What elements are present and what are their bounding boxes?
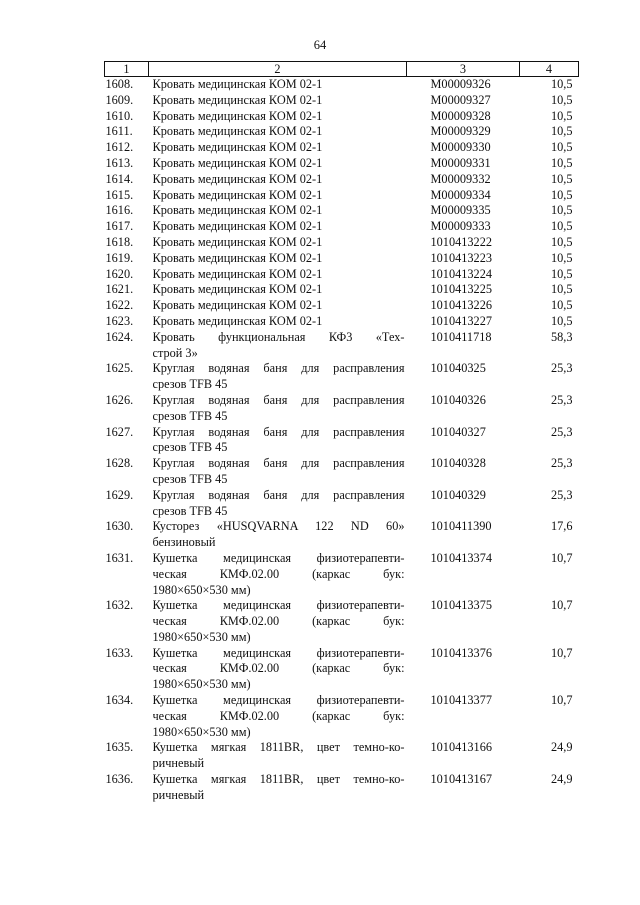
- table-row: [105, 646, 579, 693]
- item-name: [149, 77, 407, 93]
- inventory-code: 101040328: [430, 456, 486, 471]
- item-name-line: Кровать медицинская КОМ 02-1: [152, 219, 323, 234]
- item-name-line: срезов TFB 45: [152, 408, 228, 423]
- item-name-line: Кровать медицинская КОМ 02-1: [152, 203, 323, 218]
- item-value: 25,3: [550, 424, 573, 439]
- row-number: 1625.: [105, 361, 134, 376]
- inventory-code: M00009332: [430, 171, 491, 186]
- row-number: 1610.: [105, 108, 134, 123]
- table-row: [105, 693, 579, 740]
- item-name: [149, 488, 407, 520]
- table-row: [105, 361, 579, 393]
- item-name: [149, 693, 407, 740]
- item-name-line: срезов TFB 45: [152, 377, 228, 392]
- inventory-code: 1010413375: [430, 598, 492, 613]
- inventory-code: 1010413377: [430, 693, 492, 708]
- item-name-line: срезов TFB 45: [152, 440, 228, 455]
- inventory-code: 1010413376: [430, 645, 492, 660]
- item-value: 10,5: [550, 155, 573, 170]
- inventory-code: M00009327: [430, 92, 491, 107]
- table-row: [105, 93, 579, 109]
- item-name: [149, 251, 407, 267]
- row-number: 1626.: [105, 392, 134, 407]
- item-name-line: Кушетка мягкая 1811BR, цвет темно-ко-: [152, 772, 405, 787]
- item-name: [149, 188, 407, 204]
- item-name: [149, 519, 407, 551]
- table-row: [105, 219, 579, 235]
- item-name-line: 1980×650×530 мм): [152, 629, 251, 644]
- item-value: 10,5: [550, 298, 573, 313]
- item-name-line: Кровать медицинская КОМ 02-1: [152, 108, 323, 123]
- row-number: 1624.: [105, 329, 134, 344]
- row-number: 1636.: [105, 772, 134, 787]
- table-row: [105, 740, 579, 772]
- row-number: 1614.: [105, 171, 134, 186]
- item-value: 10,5: [550, 77, 573, 91]
- item-value: 10,7: [550, 693, 573, 708]
- item-name-line: Круглая водяная баня для расправления: [152, 456, 405, 471]
- item-name: [149, 551, 407, 598]
- item-name-line: Кровать медицинская КОМ 02-1: [152, 140, 323, 155]
- inventory-code: 101040326: [430, 392, 486, 407]
- inventory-code: 101040327: [430, 424, 486, 439]
- item-name-line: ческая КМФ.02.00 (каркас бук:: [152, 708, 405, 723]
- item-name: [149, 314, 407, 330]
- inventory-code: 1010413374: [430, 550, 492, 565]
- item-name-line: ческая КМФ.02.00 (каркас бук:: [152, 661, 405, 676]
- item-value: 17,6: [550, 519, 573, 534]
- header-col-1: 1: [105, 62, 149, 77]
- row-number: 1609.: [105, 92, 134, 107]
- row-number: 1611.: [105, 124, 133, 139]
- inventory-code: 1010411718: [430, 329, 492, 344]
- row-number: 1631.: [105, 550, 134, 565]
- item-name-line: Кушетка медицинская физиотерапевти-: [152, 550, 405, 565]
- item-name-line: Круглая водяная баня для расправления: [152, 487, 405, 502]
- item-name-line: срезов TFB 45: [152, 471, 228, 486]
- item-name-line: Кровать медицинская КОМ 02-1: [152, 266, 323, 281]
- header-col-3: 3: [407, 62, 520, 77]
- inventory-code: M00009328: [430, 108, 491, 123]
- item-name: [149, 235, 407, 251]
- inventory-table: [104, 61, 579, 804]
- inventory-code: 1010413222: [430, 234, 492, 249]
- item-value: 10,5: [550, 219, 573, 234]
- row-number: 1608.: [105, 77, 134, 91]
- header-col-4: 4: [520, 62, 579, 77]
- item-value: 25,3: [550, 392, 573, 407]
- row-number: 1616.: [105, 203, 134, 218]
- item-value: 24,9: [550, 740, 573, 755]
- item-name: [149, 267, 407, 283]
- table-row: [105, 235, 579, 251]
- item-value: 10,7: [550, 598, 573, 613]
- inventory-code: M00009326: [430, 77, 491, 91]
- item-name-line: Кусторез «HUSQVARNA 122 ND 60»: [152, 519, 405, 534]
- item-value: 24,9: [550, 772, 573, 787]
- item-name-line: Кровать медицинская КОМ 02-1: [152, 187, 323, 202]
- item-value: 10,5: [550, 266, 573, 281]
- table-body: [105, 77, 579, 804]
- inventory-code: 1010413167: [430, 772, 492, 787]
- item-name-line: Кровать медицинская КОМ 02-1: [152, 124, 323, 139]
- item-name: [149, 598, 407, 645]
- table-row: [105, 298, 579, 314]
- item-name: [149, 393, 407, 425]
- row-number: 1630.: [105, 519, 134, 534]
- row-number: 1633.: [105, 645, 134, 660]
- item-name-line: Кушетка медицинская физиотерапевти-: [152, 693, 405, 708]
- item-name-line: срезов TFB 45: [152, 503, 228, 518]
- item-name: [149, 330, 407, 362]
- item-name: [149, 156, 407, 172]
- item-value: 10,5: [550, 108, 573, 123]
- item-value: 25,3: [550, 361, 573, 376]
- table-row: [105, 598, 579, 645]
- item-value: 10,5: [550, 171, 573, 186]
- item-name-line: ческая КМФ.02.00 (каркас бук:: [152, 566, 405, 581]
- item-name: [149, 361, 407, 393]
- item-name-line: Кровать медицинская КОМ 02-1: [152, 171, 323, 186]
- inventory-code: M00009334: [430, 187, 491, 202]
- table-row: [105, 314, 579, 330]
- item-name: [149, 203, 407, 219]
- item-name: [149, 425, 407, 457]
- inventory-code: 101040325: [430, 361, 486, 376]
- row-number: 1628.: [105, 456, 134, 471]
- inventory-code: M00009329: [430, 124, 491, 139]
- inventory-code: 1010413224: [430, 266, 492, 281]
- header-row: [105, 62, 579, 77]
- item-name-line: Кушетка мягкая 1811BR, цвет темно-ко-: [152, 740, 405, 755]
- inventory-code: M00009330: [430, 140, 491, 155]
- item-name-line: Кровать медицинская КОМ 02-1: [152, 298, 323, 313]
- inventory-code: M00009335: [430, 203, 491, 218]
- table-row: [105, 124, 579, 140]
- item-value: 10,7: [550, 550, 573, 565]
- item-name: [149, 646, 407, 693]
- item-value: 10,5: [550, 187, 573, 202]
- row-number: 1632.: [105, 598, 134, 613]
- item-name: [149, 172, 407, 188]
- inventory-code: 101040329: [430, 487, 486, 502]
- item-value: 25,3: [550, 487, 573, 502]
- item-name-line: 1980×650×530 мм): [152, 677, 251, 692]
- item-value: 58,3: [550, 329, 573, 344]
- row-number: 1623.: [105, 313, 134, 328]
- item-name: [149, 219, 407, 235]
- item-name-line: Кровать медицинская КОМ 02-1: [152, 155, 323, 170]
- row-number: 1629.: [105, 487, 134, 502]
- item-name-line: Кровать медицинская КОМ 02-1: [152, 250, 323, 265]
- table-row: [105, 425, 579, 457]
- table-row: [105, 140, 579, 156]
- table-row: [105, 456, 579, 488]
- table-row: [105, 109, 579, 125]
- row-number: 1634.: [105, 693, 134, 708]
- inventory-code: 1010413227: [430, 313, 492, 328]
- item-name-line: Круглая водяная баня для расправления: [152, 361, 405, 376]
- table-row: [105, 203, 579, 219]
- inventory-code: M00009333: [430, 219, 491, 234]
- item-value: 10,5: [550, 282, 573, 297]
- header-col-2: 2: [149, 62, 407, 77]
- item-name-line: 1980×650×530 мм): [152, 582, 251, 597]
- table-row: [105, 77, 579, 93]
- inventory-code: 1010413225: [430, 282, 492, 297]
- table-row: [105, 488, 579, 520]
- item-name-line: ричневый: [152, 787, 205, 802]
- item-value: 10,5: [550, 92, 573, 107]
- table-row: [105, 188, 579, 204]
- inventory-code: 1010413226: [430, 298, 492, 313]
- table-row: [105, 156, 579, 172]
- item-name-line: ческая КМФ.02.00 (каркас бук:: [152, 614, 405, 629]
- item-name-line: Кровать медицинская КОМ 02-1: [152, 282, 323, 297]
- table-row: [105, 282, 579, 298]
- item-name-line: бензиновый: [152, 535, 216, 550]
- row-number: 1612.: [105, 140, 134, 155]
- table-header: [105, 62, 579, 77]
- row-number: 1618.: [105, 234, 134, 249]
- item-value: 10,5: [550, 250, 573, 265]
- item-name: [149, 772, 407, 804]
- item-name: [149, 298, 407, 314]
- row-number: 1621.: [105, 282, 134, 297]
- item-name-line: Кровать медицинская КОМ 02-1: [152, 234, 323, 249]
- row-number: 1615.: [105, 187, 134, 202]
- row-number: 1622.: [105, 298, 134, 313]
- table-row: [105, 393, 579, 425]
- row-number: 1627.: [105, 424, 134, 439]
- table-row: [105, 172, 579, 188]
- item-name: [149, 124, 407, 140]
- item-name-line: Кровать медицинская КОМ 02-1: [152, 313, 323, 328]
- item-name: [149, 740, 407, 772]
- item-name: [149, 109, 407, 125]
- item-name-line: ричневый: [152, 756, 205, 771]
- row-number: 1635.: [105, 740, 134, 755]
- table-row: [105, 519, 579, 551]
- item-name-line: Кушетка медицинская физиотерапевти-: [152, 645, 405, 660]
- item-name: [149, 140, 407, 156]
- table-row: [105, 551, 579, 598]
- item-value: 10,5: [550, 313, 573, 328]
- item-name: [149, 282, 407, 298]
- page-number: 64: [313, 38, 327, 52]
- item-value: 10,7: [550, 645, 573, 660]
- row-number: 1617.: [105, 219, 134, 234]
- item-name-line: Круглая водяная баня для расправления: [152, 392, 405, 407]
- item-name-line: Кровать медицинская КОМ 02-1: [152, 77, 323, 91]
- item-name-line: Кровать медицинская КОМ 02-1: [152, 92, 323, 107]
- item-value: 10,5: [550, 140, 573, 155]
- item-value: 10,5: [550, 124, 573, 139]
- item-value: 25,3: [550, 456, 573, 471]
- inventory-code: 1010413166: [430, 740, 492, 755]
- table-row: [105, 330, 579, 362]
- item-name-line: Круглая водяная баня для расправления: [152, 424, 405, 439]
- item-name: [149, 456, 407, 488]
- item-name-line: Кушетка медицинская физиотерапевти-: [152, 598, 405, 613]
- inventory-code: 1010411390: [430, 519, 492, 534]
- row-number: 1613.: [105, 155, 134, 170]
- item-value: 10,5: [550, 203, 573, 218]
- row-number: 1619.: [105, 250, 134, 265]
- table-row: [105, 251, 579, 267]
- item-name-line: строй 3»: [152, 345, 198, 360]
- row-number: 1620.: [105, 266, 134, 281]
- item-name: [149, 93, 407, 109]
- inventory-code: M00009331: [430, 155, 491, 170]
- table-row: [105, 267, 579, 283]
- inventory-code: 1010413223: [430, 250, 492, 265]
- item-name-line: Кровать функциональная КФ3 «Тех-: [152, 329, 405, 344]
- table-row: [105, 772, 579, 804]
- item-name-line: 1980×650×530 мм): [152, 724, 251, 739]
- item-value: 10,5: [550, 234, 573, 249]
